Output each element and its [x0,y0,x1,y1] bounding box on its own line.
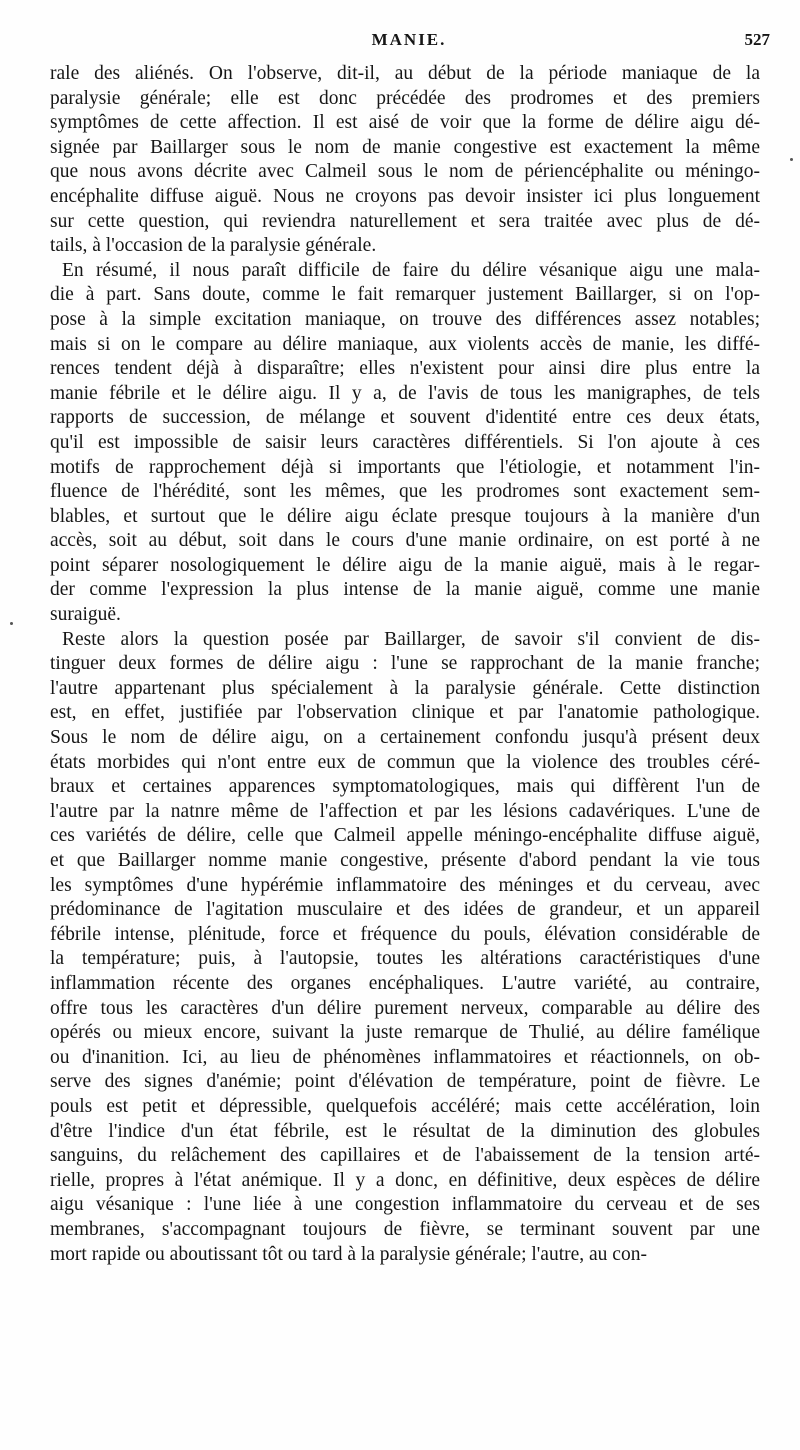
text-line: accès, soit au début, soit dans le cours d'une manie ordinaire, on est porté à ne [50,530,760,552]
text-line: sanguins, du relâchement des capillaires et de l'abaissement de la tension arté- [50,1145,760,1167]
text-line: point séparer nosologiquement le délire aigu de la manie aiguë, mais à le regar- [50,554,760,576]
text-line: Sous le nom de délire aigu, on a certainement confondu jusqu'à présent deux [50,727,760,749]
text-line: motifs de rapprochement déjà si importants que l'étiologie, et notamment l'in- [50,456,760,478]
text-line: pouls est petit et dépressible, quelquefois accéléré; mais cette accélération, loin [50,1095,760,1117]
print-speck [10,622,13,625]
text-line: encéphalite diffuse aiguë. Nous ne croyons pas devoir insister ici plus longuement [50,185,760,207]
text-line: états morbides qui n'ont entre eux de commun que la violence des troubles céré- [50,751,760,773]
text-line: que nous avons décrite avec Calmeil sous le nom de périencéphalite ou méningo- [50,161,760,183]
text-line: rences tendent déjà à disparaître; elles n'existent pour ainsi dire plus entre la [50,358,760,380]
text-line: aigu vésanique : l'une liée à une congestion inflammatoire du cerveau et de ses [50,1194,760,1216]
text-line: d'être l'indice d'un état fébrile, est le résultat de la diminution des globules [50,1120,760,1142]
text-line: blables, et surtout que le délire aigu éclate presque toujours à la manière d'un [50,505,760,527]
text-line: signée par Baillarger sous le nom de manie congestive est exactement la même [50,136,760,158]
text-line: fluence de l'hérédité, sont les mêmes, que les prodromes sont exactement sem- [50,481,760,503]
text-line: die à part. Sans doute, comme le fait remarquer justement Baillarger, si on l'op- [50,284,760,306]
text-line: prédominance de l'agitation musculaire et des idées de grandeur, et un appareil [50,899,760,921]
text-line: les symptômes d'une hypérémie inflammatoire des méninges et du cerveau, avec [50,874,760,896]
text-line: der comme l'expression la plus intense de la manie aiguë, comme une manie [50,579,760,601]
text-line: serve des signes d'anémie; point d'élévation de température, point de fièvre. Le [50,1071,760,1093]
text-line: qu'il est impossible de saisir leurs caractères différentiels. Si l'on ajoute à ces [50,431,760,453]
page-number: 527 [744,30,770,49]
text-line: ou d'inanition. Ici, au lieu de phénomènes inflammatoires et réactionnels, on ob- [50,1046,760,1068]
body-text [50,62,760,1267]
text-line: opérés ou mieux encore, suivant la juste remarque de Thulié, au délire famélique [50,1022,760,1044]
text-line: tails, à l'occasion de la paralysie générale. [50,235,377,257]
page-header [48,30,770,54]
text-line: En résumé, il nous paraît difficile de faire du délire vésanique aigu une mala- [62,259,760,281]
text-line: braux et certaines apparences symptomatologiques, mais qui diffèrent l'un de [50,776,760,798]
text-line: paralysie générale; elle est donc précédée des prodromes et des premiers [50,87,760,109]
paragraph [50,628,760,1267]
text-line: tinguer deux formes de délire aigu : l'une se rapprochant de la manie franche; [50,653,760,675]
text-line: sur cette question, qui reviendra naturellement et sera traitée avec plus de dé- [50,210,760,232]
text-line: mais si on le compare au délire maniaque, aux violents accès de manie, les diffé- [50,333,760,355]
text-line: l'autre appartenant plus spécialement à la paralysie générale. Cette distinction [50,677,760,699]
text-line: manie fébrile et le délire aigu. Il y a, de l'avis de tous les manigraphes, de tels [50,382,760,404]
text-line: mort rapide ou aboutissant tôt ou tard à la paralysie générale; l'autre, au con- [50,1243,647,1265]
text-line: et que Baillarger nomme manie congestive, présente d'abord pendant la vie tous [50,850,760,871]
text-line: l'autre par la natnre même de l'affection et par les lésions cadavériques. L'une de [50,800,760,822]
text-line: pose à la simple excitation maniaque, on trouve des différences assez notables; [50,308,760,330]
paragraph [50,259,760,628]
text-line: suraiguë. [50,604,121,626]
text-line: Reste alors la question posée par Baillarger, de savoir s'il convient de dis- [62,628,760,650]
text-line: rielle, propres à l'état anémique. Il y a donc, en définitive, deux espèces de délire [50,1169,760,1191]
paragraph [50,62,760,259]
print-speck [790,158,793,161]
text-line: est, en effet, justifiée par l'observation clinique et par l'anatomie pathologique. [50,702,760,724]
text-line: ces variétés de délire, celle que Calmeil appelle méningo-encéphalite diffuse aiguë, [50,825,760,847]
text-line: membranes, s'accompagnant toujours de fièvre, se terminant souvent par une [50,1218,760,1240]
text-line: inflammation récente des organes encéphaliques. L'autre variété, au contraire, [50,972,760,994]
text-line: la température; puis, à l'autopsie, toutes les altérations caractéristiques d'une [50,948,760,970]
text-line: rale des aliénés. On l'observe, dit-il, au début de la période maniaque de la [50,63,760,84]
text-line: symptômes de cette affection. Il est aisé de voir que la forme de délire aigu dé- [50,112,760,134]
text-line: offre tous les caractères d'un délire purement nerveux, comparable au délire des [50,997,760,1019]
text-line: fébrile intense, plénitude, force et fréquence du pouls, élévation considérable de [50,923,760,945]
text-line: rapports de succession, de mélange et souvent d'identité entre ces deux états, [50,407,760,429]
running-title: MANIE. [371,30,447,49]
